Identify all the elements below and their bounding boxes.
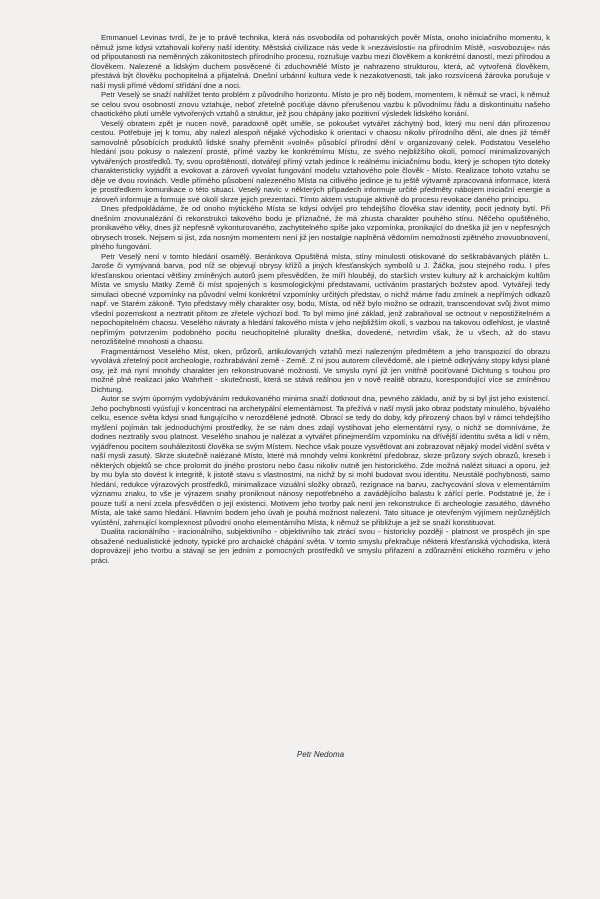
paragraph-6: Fragmentárnost Veselého Míst, oken, průzorů, artikulovaných vztahů mezi nalezeným předmětem a jeho transpozicí do obrazu vyvolává zřetelný pocit archeologie, rozhrabávání země - Země. Z ní jsou autorem cílevědomě, ale i pietně odkrývány stopy kdysi plané osy, jež má nyní mnohdy charakter jen rekonstruované možnosti. Ve smyslu nyní již jen vnitřně pociťované Dichtung s touhou pro možné plné realizaci jako Wahrheit - skutečnosti, která se stává reálnou jen v nově realitě obrazu, korespondující více se zmíněnou Dichtung. [91, 346, 550, 394]
paragraph-5: Petr Veselý není v tomto hledání osamělý. Beránkova Opuštěná místa, stíny minulosti otiskované do seškrabávaných plátěn L. Jaroše či vymývaná barva, pod níž se objevují obrysy křížů a jiných křesťanských symbolů u J. Žáčka, jsou stejného rodu. I přes křesťanskou orientaci většiny zmíněných autorů jsem přesvědčen, že míří hlouběji, do starších vrstev kultury až k archaickým kultům Místa ve smyslu Matky Země či míst spojených s kosmologickými představami, uctíváním prastarých božstev apod. Vytvářejí tedy simulaci obecné vzpomínky na původní velmi konkrétní vzpomínky určitých představ, o nichž máme řadu zmínek a nepřímých odkazů např. ve Starém zákoně. Tyto představy měly charakter osy, bodu, Místa, od něž bylo možno se odrazit, transcendovat svůj život mimo všední pozemskost a neztratit přitom ze zřetele výchozí bod. To byl mimo jiné základ, jenž zabraňoval se octnout v nepostižitelném a nepochopitelném chaosu. Veselého návraty a hledání takového místa v jeho nejbližším okolí, s vazbou na takovou odlehlost, je vlastně nepřímým potvrzením podobného pocitu neuchopitelné plurality dneška, dovedené, netvrdím však, že u všech, až do stavu nerozlišitelné mnohosti a chaosu. [91, 251, 550, 346]
paragraph-4: Dnes předpokládáme, že od onoho mýtického Místa se kdysi odvíjel pro tehdejšího člověka stav identity, pocit jednoty bytí. Při dnešním znovunalézání či rekonstrukci takového bodu je příznačné, že má zhusta charakter pouhého stínu. Něčeho opuštěného, pronikavého věky, dnes již nepřesně vykonturovaného, zachytitelného spíše jako vzpomínka, pronikající do dneška již jen v nepřesných obrysech trosek. Nejsem si jist, zda nosným momentem není již jen nostalgie naplněná vědomím nemožnosti zpětného znovuobnovení, plného fungování. [91, 204, 550, 251]
paragraph-8: Dualita racionálního - iracionálního, subjektivního - objektivního tak ztrácí svou - historicky později - platnost ve prospěch jin spe obsažené nedualistické jednoty, typické pro archaické chápání světa. V tomto smyslu překračuje některá křesťanská východiska, která doprovázejí jeho tvorbu a stávají se jen jedním z pomocných prostředků ve smyslu přiřazení a zdůraznění etického rozměru v jeho práci. [91, 527, 550, 565]
paragraph-3: Veselý obratem zpět je nucen nově, paradoxně opět uměle, se pokoušet vytvářet záchytný bod, který mu není dán přirozenou cestou. Potřebuje jej k tomu, aby nalezl alespoň nějaké východisko k orientaci v chaosu nikoliv přírodního dění, ale dnes již téměř samovolně působících produktů lidské snahy přeměnit »volně« působící přírodní dění v organizovaný celek. Podstatou Veselého hledání jsou pokusy o nalezení prosté, přímé vazby ke konkrétnímu Místu, ze svého nejbližšího okolí, pomocí minimalizovaných vytvářených prostředků. Ty, svou oproštěností, dotvářejí přímý vztah jedince k reálnému iniciačnímu bodu, který je schopen týto doteky charakteristicky vyjádřit a evokovat a zároveň vyvolat fungování modelu vztahového pole člověk - Místo. Realizace tohoto vztahu se děje ve dvou rovinách. Vedle přímého působení nalezeného Místa na citlivého jedince je tu ještě výtvarně zpracovaná informace, která je prostředkem komunikace o této situaci. Veselý navíc v některých případech informuje určité předměty nábojem iniciační energie a zároveň informuje a formuje své okolí skrze jejich prezentaci. Tímto aktem vstupuje aktivně do procesu revokace daného principu. [91, 118, 550, 204]
paragraph-2: Petr Veselý se snaží nahlížet tento problém z původního horizontu. Místo je pro něj bodem, momentem, k němuž se vrací, k němuž se celou svou osobností znovu vztahuje, neboť zřetelně pociťuje dávno přerušenou vazbu k původnímu řádu a diskontinuitu našeho chaotického plutí uměle vytvořených vztahů a struktur, jež jsou chápány jako pozitivní výsledek lidského konání. [91, 90, 550, 118]
paragraph-1: Emmanuel Levinas tvrdí, že je to právě technika, která nás osvobodila od pohanských pověr Místa, onoho iniciačního momentu, k němuž jsme kdysi vztahovali kořeny naší identity. Městská civilizace nás vede k »nezávislosti« na přírodním Místě, »osvobozuje« nás od připoutanosti na neměnných zákonitostech přírodního procesu, rozrušuje vazbu mezi člověkem a konkrétní daností, mezi přírodou a člověkem. Nalezené a lidským duchem posvěcené či zduchovnělé Místo je nahrazeno strukturou, která, ač vytvořená člověkem, přestává být člověku pochopitelná a přijatelná. Dnešní urbánní kultura vede k nezakotvenosti, tak jako rozsvícená žárovka porušuje v naší mysli přímé vědomí střídání dne a noci. [91, 33, 550, 90]
essay-body [91, 33, 550, 565]
author-signature: Petr Nedoma [296, 750, 345, 759]
paragraph-7: Autor se svým úporným vydobýváním redukovaného minima snaží dotknout dna, pevného základu, aniž by si byl jist jeho existencí. Jeho pochybnosti vyúsťují v koncentraci na archetypální elementárnost. Ta přežívá v naší mysli jako obraz podstaty minulého, bývalého celku, esence světa kdysi snad fungujícího v nerozdělené jednotě. Obrací se tedy do doby, kdy přirozený chaos byl v rámci tehdejšího myšlení pojímán tak jednoduchými prostředky, že se nám dnes zdají vystihovat jeho elementární rysy, o nichž se domníváme, že dodnes neztratily svou platnost. Veselého snahou je nalézat a vytvářet přinejmenším vzpomínku na dřívější identitu světa a lidí v něm, vyjádřenou pocitem souhálezitosti člověka se svým Místem. Nechce však pouze vysvětlovat ani zobrazovat nějaký model vidění světa v naší mysli zasutý. Skrze skutečně nalézané Místo, které má mnohdy velmi konkrétní předobraz, skrze průzory svých obrazů, kreseb i některých objektů se chce prolomit do jiného prostoru nebo času nikoliv nutně jen historického. Zde možná nalézt situaci a oporu, jež by mu byla sto dovést k integritě, k jistotě stavu s vlastnostmi, na nichž by si mohl budovat svou identitu. Neustálé pochybnosti, samo hledání, redukce výrazových prostředků, minimalizace vizuální složky obrazů, rezignace na barvu, zachycování slova v elementárním významu znaku, to vše je výrazem snahy proniknout nánosy nepotřebného a zavádějícího balastu k zářící perle. Podstatné je, že i pouze tuší a není zcela přesvědčen o její existenci. Motivem jeho tvorby pak není jen rekonstrukce či archeologie zasutého, dávného Místa, ale také samo hledání. Hlavním bodem jeho úvah je pouhá možnost nalezení. Tato situace je otevřeným výjímem nejrůznějších vyústění, zahrnující komplexnost původní onoho elementárního Místa, k němuž se přibližuje a jež se snaží konstituovat. [91, 394, 550, 527]
